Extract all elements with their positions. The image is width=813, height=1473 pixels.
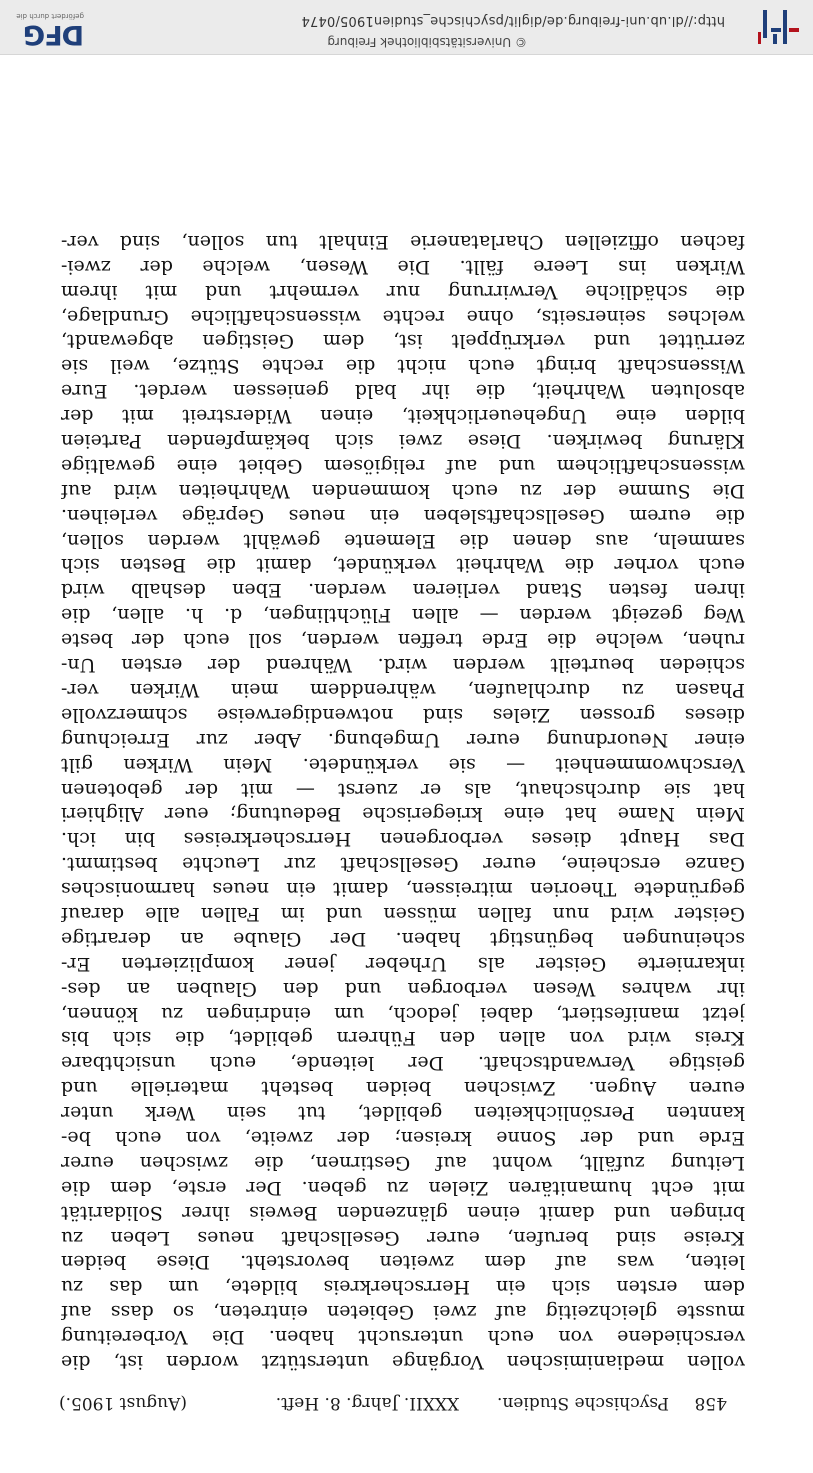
text-line: Weg gezeigt werden — allen Flüchtlingen, d. h. allen, die [61,604,745,627]
text-line: Die Summe der zu euch kommenden Wahrheiten wird auf [61,479,745,502]
text-line: hat sie durchschaut, als er zuerst — mit der gebotenen [61,778,745,801]
body-text [61,229,745,1374]
text-line: zerrüttet und verkrüppelt ist, dem Geistigen abgewandt, [61,330,745,353]
text-line: fachen offiziellen Charlatanerie Einhalt tun sollen, sind ver- [61,230,745,253]
text-line: Wissenschaft bringt euch nicht die rechte Stütze, weil sie [61,355,745,378]
text-line: sammeln, aus denen die Elemente gewählt werden sollen, [61,529,745,552]
text-line: wissenschaftlichem und auf religiösem Gebiet eine gewaltige [61,454,745,477]
text-line: bilden eine Ungeheuerlichkeit, einen Widerstreit mit der [61,405,745,428]
text-line: die schädliche Verwirrung nur vermehrt und mit ihrem [61,280,745,303]
text-line: schieden beurteilt werden wird. Während der ersten Un- [61,654,745,677]
text-line: kannten Persönlichkeiten gebildet, tut sein Werk unter [61,1102,745,1125]
text-line: jetzt manifestiert, dabei jedoch, um eindringen zu können, [61,1002,745,1025]
text-line: mit echt humanitären Zielen zu geben. Der erste, dem die [61,1176,745,1199]
issue-date: (August 1905.) [59,1393,187,1413]
copyright-text: © Universitätsbibliothek Freiburg [327,35,527,49]
text-line: euren Augen. Zwischen beiden besteht materielle und [61,1077,745,1100]
text-line: welches seinerseits, ohne rechte wissenschaftliche Grundlage, [61,305,745,328]
text-line: bringen und damit einen glänzenden Beweis ihrer Solidarität [61,1201,745,1224]
text-line: inkarnierte Geister als Urheber jener komplizierten Er- [61,952,745,975]
page-number: 458 [694,1393,727,1413]
text-line: Kreis wird von allen den Führern gebildet, die sich bis [61,1027,745,1050]
text-line: euch vorher die Wahrheit verkündet, damit die Besten sich [61,554,745,577]
text-line: leiten, was auf dem zweiten bevorsteht. Diese beiden [61,1251,745,1274]
text-line: die eurem Gesellschaftsleben ein neues Gepräge verleihen. [61,504,745,527]
text-line: Mein Name hat eine kriegerische Bedeutung; euer Alighieri [61,803,745,826]
text-line: Kreise sind berufen, eurer Gesellschaft neues Leben zu [61,1226,745,1249]
text-line: ihr wahres Wesen verborgen und den Glauben an des- [61,977,745,1000]
text-line: verschiedene von euch untersucht haben. Die Vorbereitung [61,1326,745,1349]
ub-freiburg-logo-icon [757,6,801,46]
text-line: ihren festen Stand verlieren werden. Eben deshalb wird [61,579,745,602]
dfg-funded-text: gefördert durch die [16,12,84,20]
running-header [59,1387,727,1413]
text-line: Verschwommenheit — sie verkündete. Mein Wirken gilt [61,753,745,776]
text-line: Ganze erscheine, eurer Gesellschaft zur Leuchte bestimmt. [61,853,745,876]
text-line: dem ersten sich ein Herrscherkreis bildete, um das zu [61,1276,745,1299]
text-line: geistige Verwandtschaft. Der leitende, euch unsichtbare [61,1052,745,1075]
text-line: absoluten Wahrheit, die ihr bald geniessen werdet. Eure [61,380,745,403]
viewer-footer [0,0,813,55]
text-line: Geister wird nun fallen müssen und im Fallen alle darauf [61,902,745,925]
text-line: vollen medianimischen Vorgänge unterstützt worden ist, die [61,1351,745,1373]
permalink-url[interactable]: http://dl.ub.uni-freiburg.de/diglit/psychische_studien1905/0474 [301,13,725,28]
text-line: ruhen, welche die Erde treffen werden, soll euch der beste [61,629,745,652]
dfg-logo-text: DFG [23,19,84,50]
text-line: scheinungen begünstigt haben. Der Glaube an derartige [61,927,745,950]
text-line: Das Haupt dieses verborgenen Herrscherkreises bin ich. [61,828,745,851]
text-line: Klärung bewirken. Diese zwei sich bekämpfenden Parteien [61,430,745,453]
text-line: Phasen zu durchlaufen, währenddem mein Wirken ver- [61,678,745,701]
text-line: Leitung zufällt, wohnt auf Gestirnen, die zwischen eurer [61,1151,745,1174]
text-line: gegründete Theorien mitreissen, damit ein neues harmonisches [61,878,745,901]
text-line: Wirken ins Leere fällt. Die Wesen, welche der zwei- [61,255,745,278]
dfg-logo [6,4,84,48]
text-line: musste gleichzeitig auf zwei Gebieten eintreten, so dass auf [61,1301,745,1324]
text-line: einer Neuordnung eurer Umgebung. Aber zur Erreichung [61,728,745,751]
issue-info: XXXII. Jahrg. 8. Heft. [275,1393,459,1413]
text-line: dieses grossen Zieles sind notwendigerweise schmerzvolle [61,703,745,726]
text-line: Erde und der Sonne kreisen; der zweite, von euch be- [61,1126,745,1149]
journal-title: Psychische Studien. [496,1393,669,1413]
